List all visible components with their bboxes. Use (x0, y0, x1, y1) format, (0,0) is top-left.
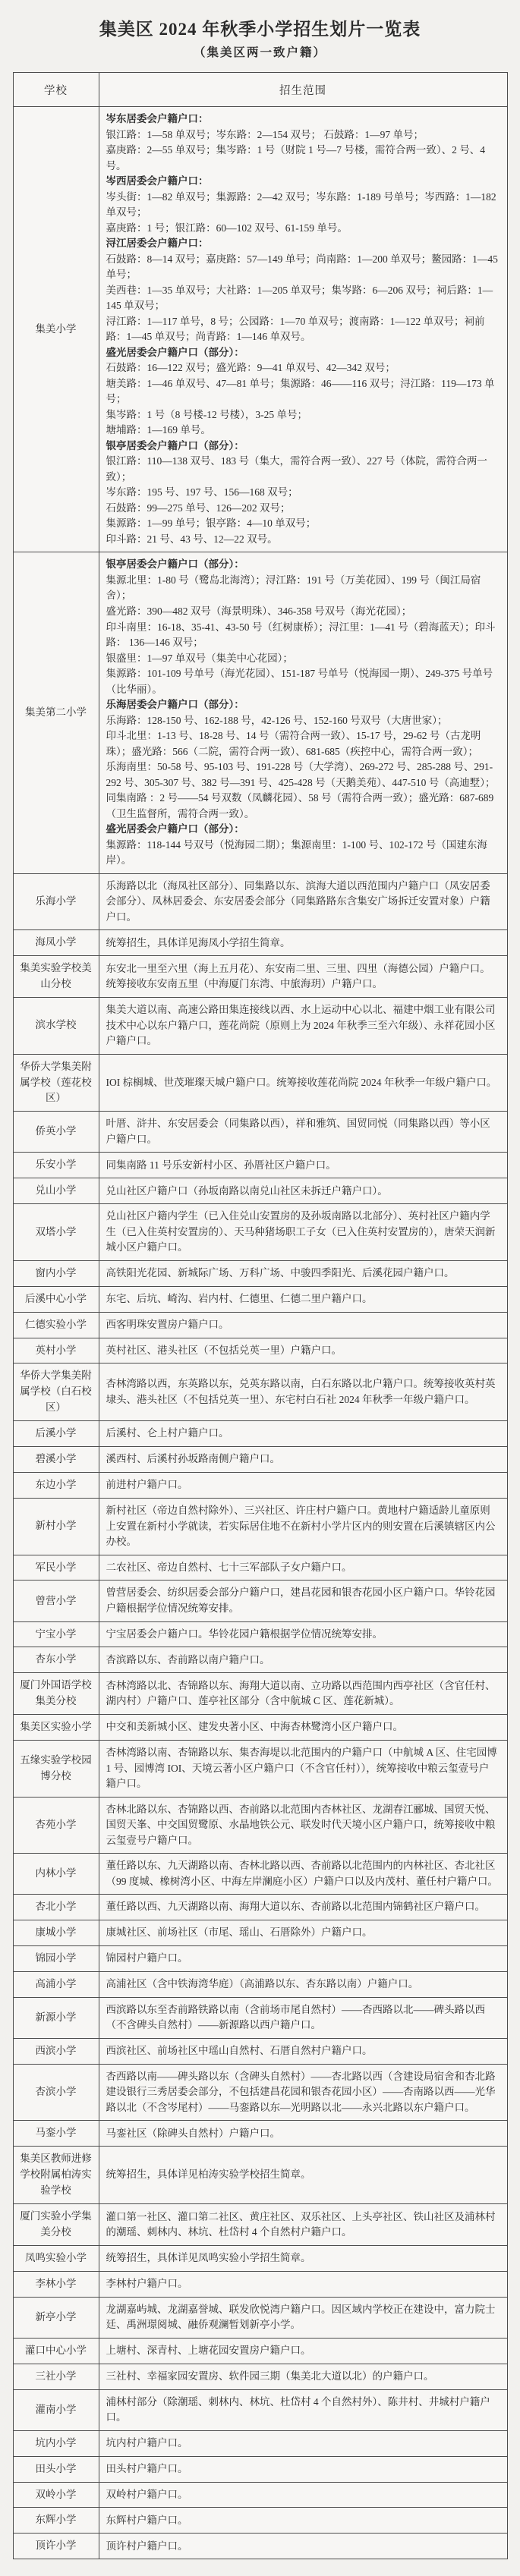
range-paragraph: 集源路：1—99 单号；银亭路：4—10 单双号； (106, 517, 317, 530)
enrollment-range-cell (99, 2271, 507, 2297)
page-title: 集美区 2024 年秋季小学招生划片一览表 (99, 20, 421, 39)
range-paragraph: 印斗路：21 号、43 号、12—22 双号。 (106, 533, 278, 545)
committee-heading: 岑东居委会户籍户口： (106, 113, 209, 124)
range-paragraph: 中交和美新城小区、建发央著小区、中海杏林鹭湾小区户籍户口。 (106, 1721, 403, 1733)
school-name-cell: 东辉小学 (13, 2508, 99, 2534)
range-paragraph: 叶厝、浒井、东安居委会（同集路以西），祥和雅筑、国贸同悦（同集路以西）等小区户籍户口。 (106, 1118, 490, 1145)
enrollment-range-cell (99, 956, 507, 998)
table-row (13, 2271, 507, 2297)
table-row (13, 1363, 507, 1421)
table-row (13, 1338, 507, 1363)
school-name-cell: 锦园小学 (13, 1946, 99, 1972)
table-row (13, 2534, 507, 2559)
table-row (13, 1854, 507, 1895)
enrollment-range-cell (99, 2364, 507, 2389)
range-paragraph: 集源路：101-109 号单号（海光花园）、151-187 号单号（悦海园一期）、249-375 号单号（比华丽）。 (106, 668, 493, 695)
range-paragraph: 印斗南里：16-18、35-41、43-50 号（红树康桥）；浔江里：1—41 号（碧海蓝天）；印斗路： 136—146 双号； (106, 621, 496, 649)
school-name-cell: 集美第二小学 (13, 552, 99, 873)
school-name-cell: 灌南小学 (13, 2389, 99, 2430)
range-paragraph: 高铁阳光花园、新城际广场、万科广场、中骏四季阳光、后溪花园户籍户口。 (106, 1267, 455, 1279)
enrollment-range-cell (99, 2121, 507, 2147)
school-name-cell: 顶许小学 (13, 2534, 99, 2559)
range-paragraph: 董任路以西、九天湖路以南、海翔大道以东、杏前路以北范围内锦鹤社区户籍户口。 (106, 1901, 485, 1913)
school-name-cell: 坑内小学 (13, 2430, 99, 2456)
range-paragraph: 西滨路以东至杏前路铁路以南（含前场市尾自然村）——杏西路以北——碑头路以西（不含碑头自然村）——新源路以西户籍户口。 (106, 2003, 485, 2031)
school-name-cell: 华侨大学集美附属学校（白石校区） (13, 1363, 99, 1421)
table-row (13, 2456, 507, 2482)
table-row (13, 2338, 507, 2364)
table-row (13, 1581, 507, 1621)
range-paragraph: 统筹招生，具体详见柏涛实验学校招生简章。 (106, 2169, 311, 2181)
enrollment-range-cell (99, 2204, 507, 2246)
range-paragraph: 美西巷：1—35 单双号；大社路：1—205 单双号；集岑路：6—206 双号；祠后路：1—145 单双号； (106, 284, 493, 312)
school-name-cell: 厦门实验小学集美分校 (13, 2204, 99, 2246)
school-name-cell: 五缘实验学校园博分校 (13, 1741, 99, 1798)
enrollment-range-cell (99, 1286, 507, 1312)
table-row (13, 1946, 507, 1972)
school-name-cell: 高浦小学 (13, 1972, 99, 1998)
range-paragraph: 东宅、后坑、崎沟、岩内村、仁德里、仁德二里户籍户口。 (106, 1292, 373, 1304)
school-name-cell: 双塔小学 (13, 1204, 99, 1261)
school-name-cell: 侨英小学 (13, 1112, 99, 1153)
range-paragraph: 杏林湾路以北、杏锦路以东、海翔大道以南、立功路以西范围内西亭社区（含官任村、湖内村）户籍户口、莲亭社区部分（含中航城 C 区、莲花新城）。 (106, 1679, 496, 1707)
range-paragraph: 塘埔路：1—169 单号。 (106, 424, 211, 436)
table-row (13, 2147, 507, 2204)
range-paragraph: 统筹招生，具体详见海凤小学招生简章。 (106, 936, 291, 948)
enrollment-range-cell (99, 1204, 507, 1261)
range-paragraph: 同集南路 ：2 号——54 号双数（凤麟花园）、58 号（需符合两一致）；盛光路：687-689（卫生监督所，需符合两一致）。 (106, 792, 494, 819)
enrollment-range-cell (99, 1854, 507, 1895)
table-row (13, 1499, 507, 1555)
range-paragraph: 集美大道以南、高速公路田集连接线以西、水上运动中心以北、福建中烟工业有限公司技术中心以东户籍户口，莲花尚院（原则上为 2024 年秋季三至六年级）、永祥花园小区户籍户口。 (106, 1004, 496, 1047)
table-row (13, 2245, 507, 2271)
range-paragraph: 坑内村户籍户口。 (106, 2436, 188, 2449)
table-header (13, 73, 507, 107)
page-subtitle: （集美区两一致户籍） (193, 46, 326, 59)
school-name-cell: 海凤小学 (13, 930, 99, 956)
enrollment-range-cell (99, 1972, 507, 1998)
range-paragraph: 马銮社区（除碑头自然村）户籍户口。 (106, 2127, 280, 2139)
table-body (13, 107, 507, 2559)
school-name-cell: 乐安小学 (13, 1153, 99, 1178)
range-paragraph: 东安北一里至六里（海上五月花）、东安南二里、三里、四里（海德公园）户籍户口。统筹接收东安南五里（中海厦门东湾、中旅海玥）户籍户口。 (106, 962, 490, 990)
school-name-cell: 曾营小学 (13, 1581, 99, 1621)
range-paragraph: 岑东路：195 号、197 号、156—168 双号； (106, 486, 298, 499)
range-paragraph: 新村社区（帝边自然村除外）、三兴社区、许庄村户籍户口。黄地村户籍适龄儿童原则上安置在新村小学就读，若实际居住地不在新村小学片区内的则安置在后溪镇辖区内公办校。 (106, 1505, 496, 1548)
school-name-cell: 西滨小学 (13, 2038, 99, 2064)
table-row (13, 2121, 507, 2147)
range-paragraph: 灌口第一社区、灌口第二社区、黄庄社区、双乐社区、上头亭社区、铁山社区及浦林村的潮瑶、刺林内、林坑、杜岱村 4 个自然村户籍户口。 (106, 2210, 496, 2238)
school-name-cell: 后溪小学 (13, 1421, 99, 1447)
enrollment-range-cell (99, 2482, 507, 2508)
table-row (13, 873, 507, 930)
enrollment-range-cell (99, 1054, 507, 1112)
range-paragraph: IOI 棕榈城、世茂璀璨天城户籍户口。统筹接收莲花尚院 2024 年秋季一年级户籍户口。 (106, 1076, 497, 1088)
table-row (13, 2389, 507, 2430)
range-paragraph: 集源路：118-144 号双号（悦海园二期）；集源南里：1-100 号、102-172 号（国建东海岸）。 (106, 838, 487, 867)
range-paragraph: 康城社区、前场社区（市尾、瑶山、石厝除外）户籍户口。 (106, 1926, 373, 1939)
school-name-cell: 杏滨小学 (13, 2064, 99, 2121)
enrollment-range-cell (99, 1741, 507, 1798)
range-paragraph: 乐海路以北（海凤社区部分）、同集路以东、滨海大道以西范围内户籍户口（凤安居委会部分）、凤林居委会、东安居委会部分（同集路路东含集安广场拆迁安置对象）户籍户口。 (106, 879, 490, 923)
school-name-cell: 三社小学 (13, 2364, 99, 2389)
range-paragraph: 石鼓路：99—275 单号、126—202 双号； (106, 502, 291, 514)
range-paragraph: 前进村户籍户口。 (106, 1479, 188, 1491)
school-name-cell: 内林小学 (13, 1854, 99, 1895)
table-row (13, 930, 507, 956)
table-row (13, 1997, 507, 2038)
table-row (13, 2064, 507, 2121)
enrollment-range-cell (99, 2389, 507, 2430)
table-row (13, 1286, 507, 1312)
range-paragraph: 浔江路：1—117 单号，8 号；公园路：1—70 单双号；渡南路：1—122 单双号；祠前路：1—45 单双号；尚青路：1—146 单双号。 (106, 315, 485, 343)
range-paragraph: 杏林湾路以南、杏锦路以东、集杏海堤以北范围内的户籍户口（中航城 A 区、住宅园博 1 号、园博湾 IOI、天境云著小区户籍户口（不含官任村）），统筹接收中粮云玺壹号户籍户口。 (106, 1747, 497, 1790)
range-paragraph: 上塘村、深青村、上塘花园安置房户籍户口。 (106, 2345, 311, 2357)
range-paragraph: 浦林村部分（除潮瑶、刺林内、林坑、杜岱村 4 个自然村外）、陈井村、井城村户籍户口。 (106, 2395, 490, 2423)
enrollment-range-cell (99, 2147, 507, 2204)
school-name-cell: 李林小学 (13, 2271, 99, 2297)
school-name-cell: 灌口中心小学 (13, 2338, 99, 2364)
range-paragraph: 嘉庚路：1 号；银江路：60—102 双号、61-159 单号。 (106, 222, 348, 234)
table-row (13, 1920, 507, 1946)
table-row (13, 1112, 507, 1153)
table-row (13, 1204, 507, 1261)
range-paragraph: 三社村、幸福家园安置房、软件园三期（集美北大道以北）的户籍户口。 (106, 2370, 434, 2382)
range-paragraph: 乐海南里：50-58 号、95-103 号、191-228 号（大学湾）、269-272 号、285-288 号、291-292 号、305-307 号、382 号—391 号、425-428 号（天鹅美苑）、447-510 号（高迪墅）； (106, 761, 496, 788)
enrollment-range-cell (99, 1499, 507, 1555)
range-paragraph: 盛光路：390—482 双号（海景明珠）、346-358 号双号（海光花园）； (106, 605, 412, 617)
range-paragraph: 东辉村户籍户口。 (106, 2514, 188, 2526)
school-name-cell: 集美实验学校美山分校 (13, 956, 99, 998)
enrollment-range-cell (99, 930, 507, 956)
table-row (13, 1555, 507, 1581)
range-paragraph: 李林村户籍户口。 (106, 2278, 188, 2290)
table-row (13, 1178, 507, 1204)
enrollment-range-cell (99, 2245, 507, 2271)
enrollment-range-cell (99, 1581, 507, 1621)
enrollment-range-cell (99, 1895, 507, 1920)
range-paragraph: 杏林北路以东、杏锦路以西、杏前路以北范围内杏林社区、龙湖春江郦城、国贸天悦、国贸天峯、中交国贸鹭原、水晶地铁公元、联发时代天境小区户籍户口，统筹接收中粮云玺壹号户籍户口。 (106, 1803, 496, 1846)
range-paragraph: 印斗北里：1-13 号、18-28 号、14 号（需符合两一致）、15-17 号，29-62 号（古龙明珠）；盛光路：566（二院，需符合两一致）、681-685（疾控中心，需符合两一致）； (106, 730, 481, 757)
enrollment-range-cell (99, 1946, 507, 1972)
table-row (13, 2038, 507, 2064)
enrollment-range-cell (99, 1555, 507, 1581)
table-row (13, 998, 507, 1055)
table-row (13, 107, 507, 552)
enrollment-range-cell (99, 998, 507, 1055)
school-name-cell: 集美区实验小学 (13, 1715, 99, 1741)
range-paragraph: 岑头街：1—82 单双号；集源路：2—42 双号；岑东路：1-189 号单号；岑西路：1—182 单双号； (106, 190, 496, 219)
enrollment-range-cell (99, 1997, 507, 2038)
school-name-cell: 东边小学 (13, 1473, 99, 1499)
enrollment-range-cell (99, 2297, 507, 2338)
enrollment-range-cell (99, 1673, 507, 1715)
range-paragraph: 英村社区、港头社区（不包括兑英一里）户籍户口。 (106, 1344, 342, 1356)
table-row (13, 1972, 507, 1998)
range-paragraph: 兑山社区户籍户口（孙坂南路以南兑山社区未拆迁户籍户口）。 (106, 1184, 388, 1197)
table-row (13, 956, 507, 998)
enrollment-range-cell (99, 2038, 507, 2064)
school-name-cell: 军民小学 (13, 1555, 99, 1581)
range-paragraph: 双岭村户籍户口。 (106, 2488, 188, 2500)
table-row (13, 1673, 507, 1715)
enrollment-zone-table (13, 72, 508, 2559)
enrollment-range-cell (99, 2338, 507, 2364)
school-name-cell: 集美小学 (13, 107, 99, 552)
table-row (13, 1647, 507, 1673)
range-paragraph: 高浦社区（含中铁海湾华庭）（高浦路以东、杏东路以南）户籍户口。 (106, 1978, 419, 1990)
school-name-cell: 集美区教师进修学校附属柏涛实验学校 (13, 2147, 99, 2204)
range-paragraph: 银盛里：1—97 单双号（集美中心花园）； (106, 652, 293, 664)
table-row (13, 1797, 507, 1854)
committee-heading: 盛光居委会户籍户口（部分）： (106, 823, 244, 835)
school-name-cell: 滨水学校 (13, 998, 99, 1055)
enrollment-range-cell (99, 873, 507, 930)
school-name-cell: 田头小学 (13, 2456, 99, 2482)
column-header-range: 招生范围 (99, 73, 507, 107)
range-paragraph: 杏滨路以东、杏前路以南户籍户口。 (106, 1653, 270, 1665)
school-name-cell: 新村小学 (13, 1499, 99, 1555)
school-name-cell: 厦门外国语学校集美分校 (13, 1673, 99, 1715)
enrollment-range-cell (99, 1647, 507, 1673)
range-paragraph: 西滨社区、前场社区中瑶山自然村、石厝自然村户籍户口。 (106, 2045, 373, 2057)
table-row (13, 2508, 507, 2534)
range-paragraph: 龙湖嘉屿城、龙湖嘉誉城、联发欣悦湾户籍户口。因区域内学校正在建设中，富力院士廷、禹洲璟阅城、融侨观澜暂划新亭小学。 (106, 2303, 496, 2331)
table-row (13, 1715, 507, 1741)
enrollment-range-cell (99, 2064, 507, 2121)
range-paragraph: 集岑路：1 号（8 号楼-12 号楼），3-25 单号； (106, 408, 307, 420)
enrollment-range-cell (99, 1112, 507, 1153)
range-paragraph: 石鼓路：16—122 双号；盛光路：9—41 单双号、42—342 双号； (106, 362, 396, 374)
committee-heading: 银亭居委会户籍户口（部分）： (106, 558, 244, 571)
school-name-cell: 后溪中心小学 (13, 1286, 99, 1312)
school-name-cell: 康城小学 (13, 1920, 99, 1946)
table-row (13, 2482, 507, 2508)
range-paragraph: 杏林湾路以西，东英路以东，兑英东路以南，白石东路以北户籍户口。统筹接收英村英埭头、港头社区（不包括兑英一里）、东宅村白石社 2024 年秋季一年级户籍户口。 (106, 1378, 496, 1405)
range-paragraph: 乐海路：128-150 号、162-188 号，42-126 号、152-160 号双号（大唐世家）； (106, 714, 448, 726)
school-name-cell: 凤鸣实验小学 (13, 2245, 99, 2271)
school-name-cell: 杏东小学 (13, 1647, 99, 1673)
table-row (13, 1312, 507, 1338)
table-row (13, 2204, 507, 2246)
table-row (13, 1621, 507, 1647)
enrollment-range-cell (99, 1920, 507, 1946)
enrollment-range-cell (99, 1797, 507, 1854)
enrollment-range-cell (99, 1421, 507, 1447)
range-paragraph: 二农社区、帝边自然村、七十三军部队子女户籍户口。 (106, 1561, 352, 1573)
table-row (13, 1473, 507, 1499)
enrollment-range-cell (99, 1715, 507, 1741)
range-paragraph: 统筹招生，具体详见凤鸣实验小学招生简章。 (106, 2252, 311, 2264)
enrollment-range-cell (99, 1363, 507, 1421)
school-name-cell: 仁德实验小学 (13, 1312, 99, 1338)
range-paragraph: 田头村户籍户口。 (106, 2462, 188, 2474)
enrollment-range-cell (99, 1473, 507, 1499)
enrollment-range-cell (99, 1447, 507, 1473)
enrollment-range-cell (99, 1153, 507, 1178)
range-paragraph: 西客明珠安置房户籍户口。 (106, 1318, 229, 1330)
school-name-cell: 英村小学 (13, 1338, 99, 1363)
table-row (13, 1260, 507, 1286)
enrollment-range-cell (99, 1621, 507, 1647)
enrollment-range-cell (99, 1338, 507, 1363)
table-row (13, 2364, 507, 2389)
committee-heading: 岑西居委会户籍户口： (106, 175, 209, 187)
committee-heading: 盛光居委会户籍户口（部分）： (106, 346, 244, 358)
enrollment-range-cell (99, 1312, 507, 1338)
school-name-cell: 新亭小学 (13, 2297, 99, 2338)
range-paragraph: 兑山社区户籍内学生（已入住兑山安置房的及孙坂南路以北部分）、英村社区户籍内学生（已入住英村安置房的）、天马种猪场职工子女（已入住英村安置房的），唐荣天润新城小区户籍户口。 (106, 1210, 496, 1253)
school-name-cell: 华侨大学集美附属学校（莲花校区） (13, 1054, 99, 1112)
enrollment-range-cell (99, 2430, 507, 2456)
enrollment-range-cell (99, 552, 507, 873)
range-paragraph: 顶许村户籍户口。 (106, 2540, 188, 2552)
school-name-cell: 杏北小学 (13, 1895, 99, 1920)
range-paragraph: 杏西路以南——碑头路以东（含碑头自然村）——杏北路以西（含建设局宿舍和杏北路建设银行三秀居委会部分，不包括建昌花园和银杏花园小区）——杏南路以西——光华路以北（不含岑尾村）——马銮路以东—光明路以北——永兴北路以东户籍户口。 (106, 2070, 496, 2113)
range-paragraph: 嘉庚路：2—55 单双号；集岑路：1 号（财院 1 号—7 号楼，需符合两一致）、2 号、4 号。 (106, 144, 485, 171)
school-name-cell: 杏苑小学 (13, 1797, 99, 1854)
table-row (13, 1447, 507, 1473)
enrollment-range-cell (99, 1260, 507, 1286)
range-paragraph: 石鼓路：8—14 双号；嘉庚路：57—149 单号；尚南路：1—200 单双号；鳌园路：1—45 单号； (106, 253, 498, 281)
committee-heading: 银亭居委会户籍户口（部分）： (106, 439, 244, 451)
school-name-cell: 乐海小学 (13, 873, 99, 930)
table-row (13, 1741, 507, 1798)
school-name-cell: 宁宝小学 (13, 1621, 99, 1647)
range-paragraph: 同集南路 11 号乐安新村小区、孙厝社区户籍户口。 (106, 1159, 336, 1171)
range-paragraph: 银江路：110—138 双号、183 号（集大，需符合两一致）、227 号（体院，需符合两一致）； (106, 455, 487, 483)
school-name-cell: 碧溪小学 (13, 1447, 99, 1473)
school-name-cell: 窗内小学 (13, 1260, 99, 1286)
table-row (13, 1153, 507, 1178)
range-paragraph: 锦园村户籍户口。 (106, 1952, 188, 1964)
enrollment-range-cell (99, 2456, 507, 2482)
school-name-cell: 兑山小学 (13, 1178, 99, 1204)
table-row (13, 2430, 507, 2456)
table-row (13, 1421, 507, 1447)
range-paragraph: 曾营居委会、纺织居委会部分户籍户口，建昌花园和银杏花园小区户籍户口。华铃花园户籍根据学位情况统筹安排。 (106, 1587, 496, 1614)
school-name-cell: 新源小学 (13, 1997, 99, 2038)
enrollment-range-cell (99, 2534, 507, 2559)
school-name-cell: 双岭小学 (13, 2482, 99, 2508)
range-paragraph: 集源北里：1-80 号（鹭岛北海湾）；浔江路：191 号（万美花园）、199 号（闽江局宿舍）； (106, 574, 481, 602)
committee-heading: 浔江居委会户籍户口： (106, 237, 209, 250)
enrollment-range-cell (99, 2508, 507, 2534)
table-row (13, 1895, 507, 1920)
range-paragraph: 银江路：1—58 单双号；岑东路：2—154 双号； 石鼓路：1—97 单号； (106, 128, 424, 140)
school-name-cell: 马銮小学 (13, 2121, 99, 2147)
column-header-school: 学校 (13, 73, 99, 107)
table-row (13, 552, 507, 873)
committee-heading: 乐海居委会户籍户口（部分）： (106, 699, 244, 711)
table-row (13, 2297, 507, 2338)
range-paragraph: 塘美路：1—46 单双号、47—81 单号；集源路：46——116 双号；浔江路：119—173 单号； (106, 377, 495, 405)
table-row (13, 1054, 507, 1112)
range-paragraph: 溪西村、后溪村孙坂路南侧户籍户口。 (106, 1453, 280, 1465)
range-paragraph: 后溪村、仑上村户籍户口。 (106, 1427, 229, 1439)
range-paragraph: 董任路以东、九天湖路以南、杏林北路以西、杏前路以北范围内的内林社区、杏北社区（99 度城、橡树湾小区、中海左岸澜庭小区）户籍户口以及内茂村、董任村户籍户口。 (106, 1860, 498, 1887)
enrollment-range-cell (99, 107, 507, 552)
range-paragraph: 宁宝居委会户籍户口。华铃花园户籍根据学位情况统筹安排。 (106, 1628, 383, 1640)
enrollment-range-cell (99, 1178, 507, 1204)
header-row (13, 73, 507, 107)
